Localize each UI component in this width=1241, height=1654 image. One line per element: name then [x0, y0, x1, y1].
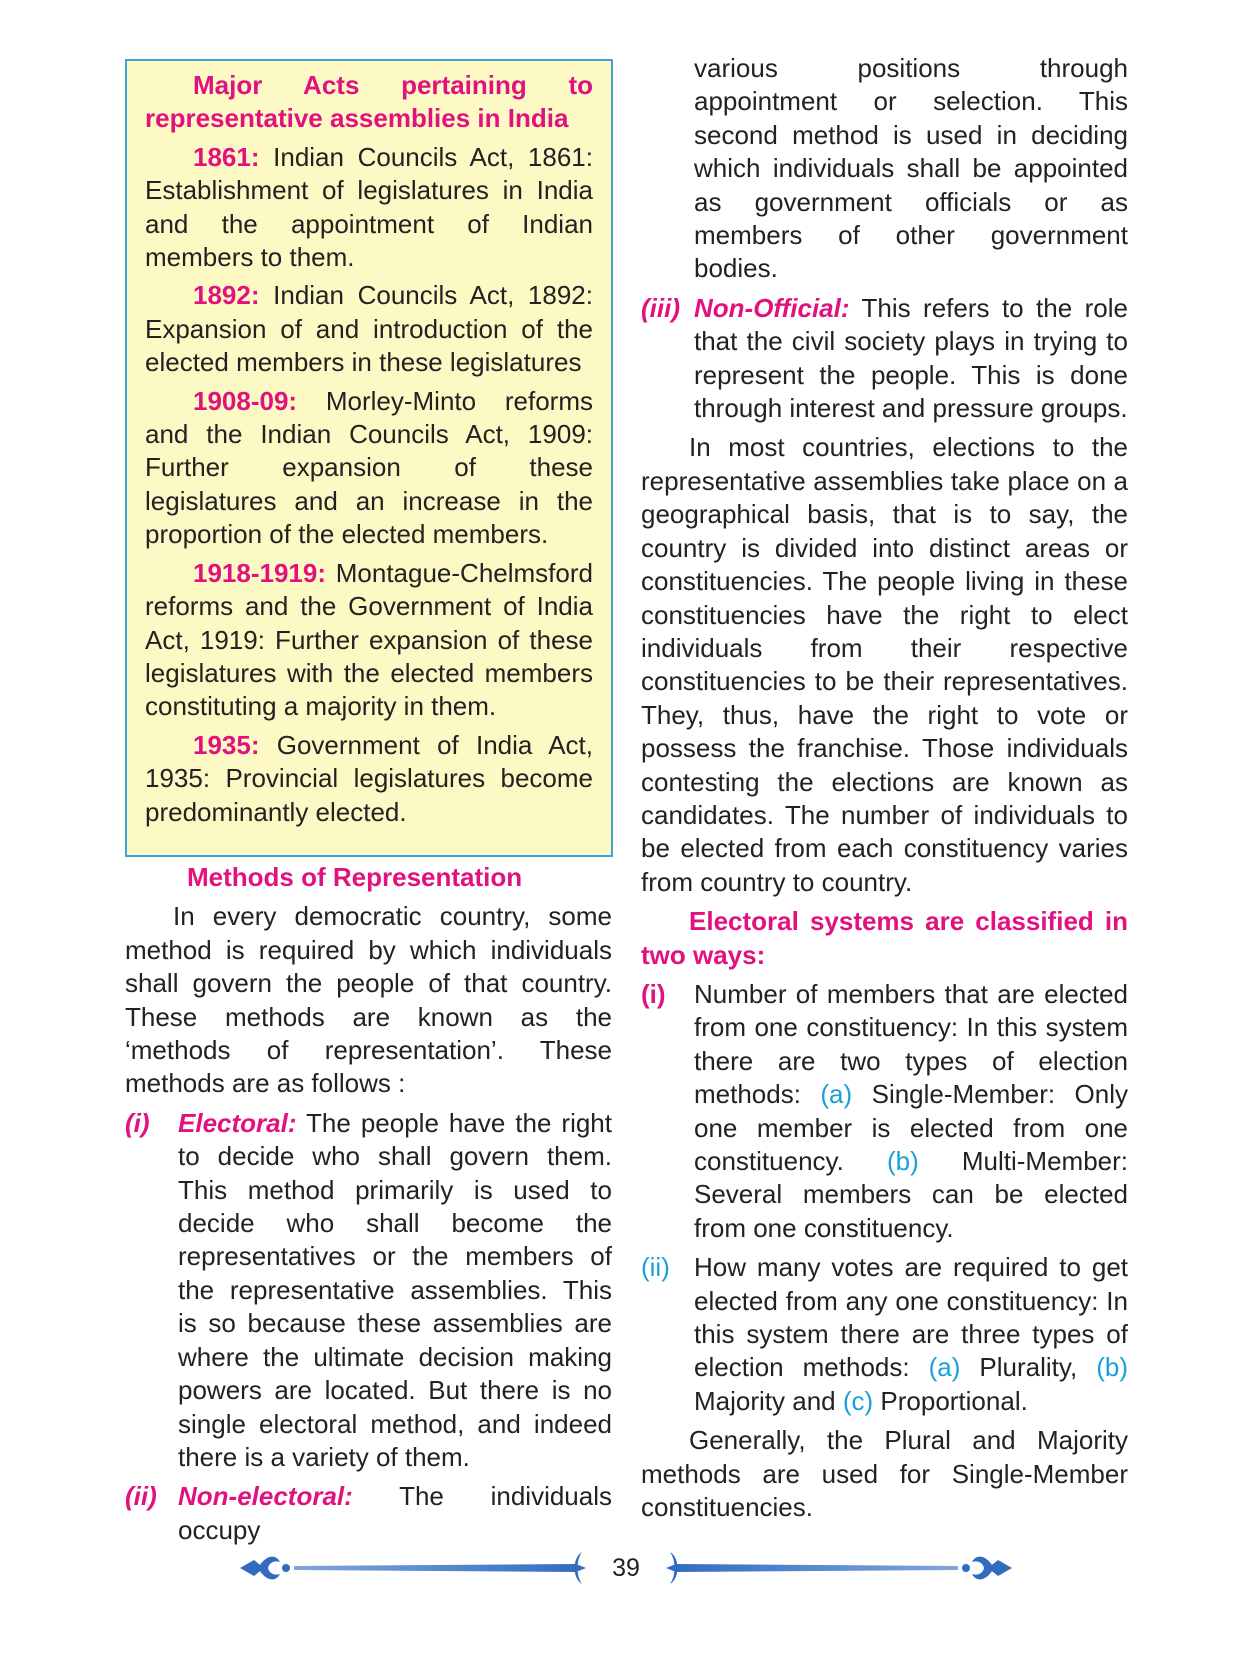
item-text: Single-Member: Only one member is elected from one constituency.	[694, 1079, 1129, 1176]
item-text: The individuals occupy	[178, 1481, 612, 1545]
entry-text: Morley-Minto reforms and the Indian Councils Act, 1909: Further expansion of these legislatures and an increase in the proportion of the elected members.	[145, 385, 593, 550]
item-text: Majority and	[694, 1385, 843, 1416]
term-label: Non-electoral:	[178, 1481, 353, 1512]
info-box	[125, 59, 613, 857]
list-marker: (ii)	[125, 1481, 157, 1512]
left-flourish-icon	[240, 1557, 290, 1580]
closing-paragraph: Generally, the Plural and Majority methods are used for Single-Member constituencies.	[641, 1425, 1128, 1523]
item-text: Plurality,	[960, 1352, 1097, 1383]
right-bar	[666, 1564, 958, 1572]
entry-text: Government of India Act, 1935: Provincial legislatures become predominantly elected.	[145, 729, 593, 827]
electoral-systems-heading: Electoral systems are classified in two ways:	[641, 906, 1128, 970]
list-item-electoral	[125, 1107, 612, 1474]
term-label: Electoral:	[178, 1107, 297, 1138]
term-label: Non-Official:	[694, 292, 850, 323]
right-flourish-icon	[962, 1557, 1012, 1580]
left-column	[125, 861, 612, 1547]
sub-marker: (b)	[886, 1146, 919, 1176]
sub-marker: (c)	[842, 1385, 874, 1416]
item-text: The people have the right to decide who shall govern them. This method primarily is used to decide who shall become the representatives or the members of the representative assemblies. This is so because these assemblies are where the ultimate decision making powers are located. But there is no single electoral method, and indeed there is a variety of them.	[178, 1107, 612, 1472]
box-entry-1861	[145, 141, 593, 275]
box-entry-1918	[145, 557, 593, 724]
item-text: How many votes are required to get elected from any one constituency: In this system there are three types of election methods:	[694, 1252, 1128, 1383]
list-marker: (ii)	[641, 1252, 670, 1283]
right-column	[641, 52, 1128, 1524]
sub-marker: (b)	[1096, 1352, 1129, 1383]
section-heading: Methods of Representation	[187, 862, 523, 892]
year-label: 1861:	[193, 141, 260, 172]
list-marker: (iii)	[641, 292, 680, 323]
page-footer	[236, 1540, 1016, 1596]
item-text: Multi-Member: Several members can be elected from one constituency.	[694, 1146, 1128, 1243]
entry-text: Indian Councils Act, 1861: Establishment of legislatures in India and the appointment of Indian members to them.	[145, 141, 593, 273]
sub-marker: (a)	[928, 1352, 961, 1383]
list-item-votes	[641, 1251, 1128, 1418]
intro-paragraph: In every democratic country, some method is required by which individuals shall govern the people of that country. These methods are known as the ‘methods of representation’. These methods are as follows :	[125, 901, 612, 1099]
item-text: Number of members that are elected from one constituency: In this system there are two types of election methods:	[694, 978, 1128, 1110]
year-label: 1918-1919:	[193, 557, 326, 588]
box-entry-1908	[145, 385, 593, 552]
entry-text: Indian Councils Act, 1892: Expansion of and introduction of the elected members in these legislatures	[145, 280, 593, 378]
list-item-members	[641, 978, 1128, 1245]
box-entry-1935	[145, 729, 593, 829]
list-marker: (i)	[125, 1107, 150, 1138]
page-number: 39	[602, 1550, 650, 1586]
elections-paragraph: In most countries, elections to the representative assemblies take place on a geographical basis, that is to say, the country is divided into distinct areas or constituencies. The people living in these constituencies have the right to elect individuals from their respective constituencies to be their representatives. They, thus, have the right to vote or possess the franchise. Those individuals contesting the elections are known as candidates. The number of individuals to be elected from each constituency varies from country to country.	[641, 432, 1128, 897]
year-label: 1892:	[193, 280, 260, 311]
list-item-non-official	[641, 292, 1128, 426]
box-title: Major Acts pertaining to representative assemblies in India	[145, 70, 593, 134]
list-marker: (i)	[641, 978, 666, 1009]
list-item-non-electoral	[125, 1480, 612, 1547]
item-text: This refers to the role that the civil society plays in trying to represent the people. This is done through interest and pressure groups.	[694, 292, 1128, 424]
box-entry-1892	[145, 279, 593, 379]
left-bar	[294, 1564, 586, 1572]
continuation-paragraph: various positions through appointment or selection. This second method is used in deciding which individuals shall be appointed as government officials or as members of other government bodies.	[694, 53, 1128, 284]
sub-marker: (a)	[820, 1079, 853, 1110]
year-label: 1908-09:	[193, 385, 298, 416]
year-label: 1935:	[193, 729, 260, 760]
entry-text: Montague-Chelmsford reforms and the Government of India Act, 1919: Further expansion of these legislatures with the elected members constituting a majority in them.	[145, 557, 593, 722]
item-text: Proportional.	[873, 1385, 1028, 1416]
